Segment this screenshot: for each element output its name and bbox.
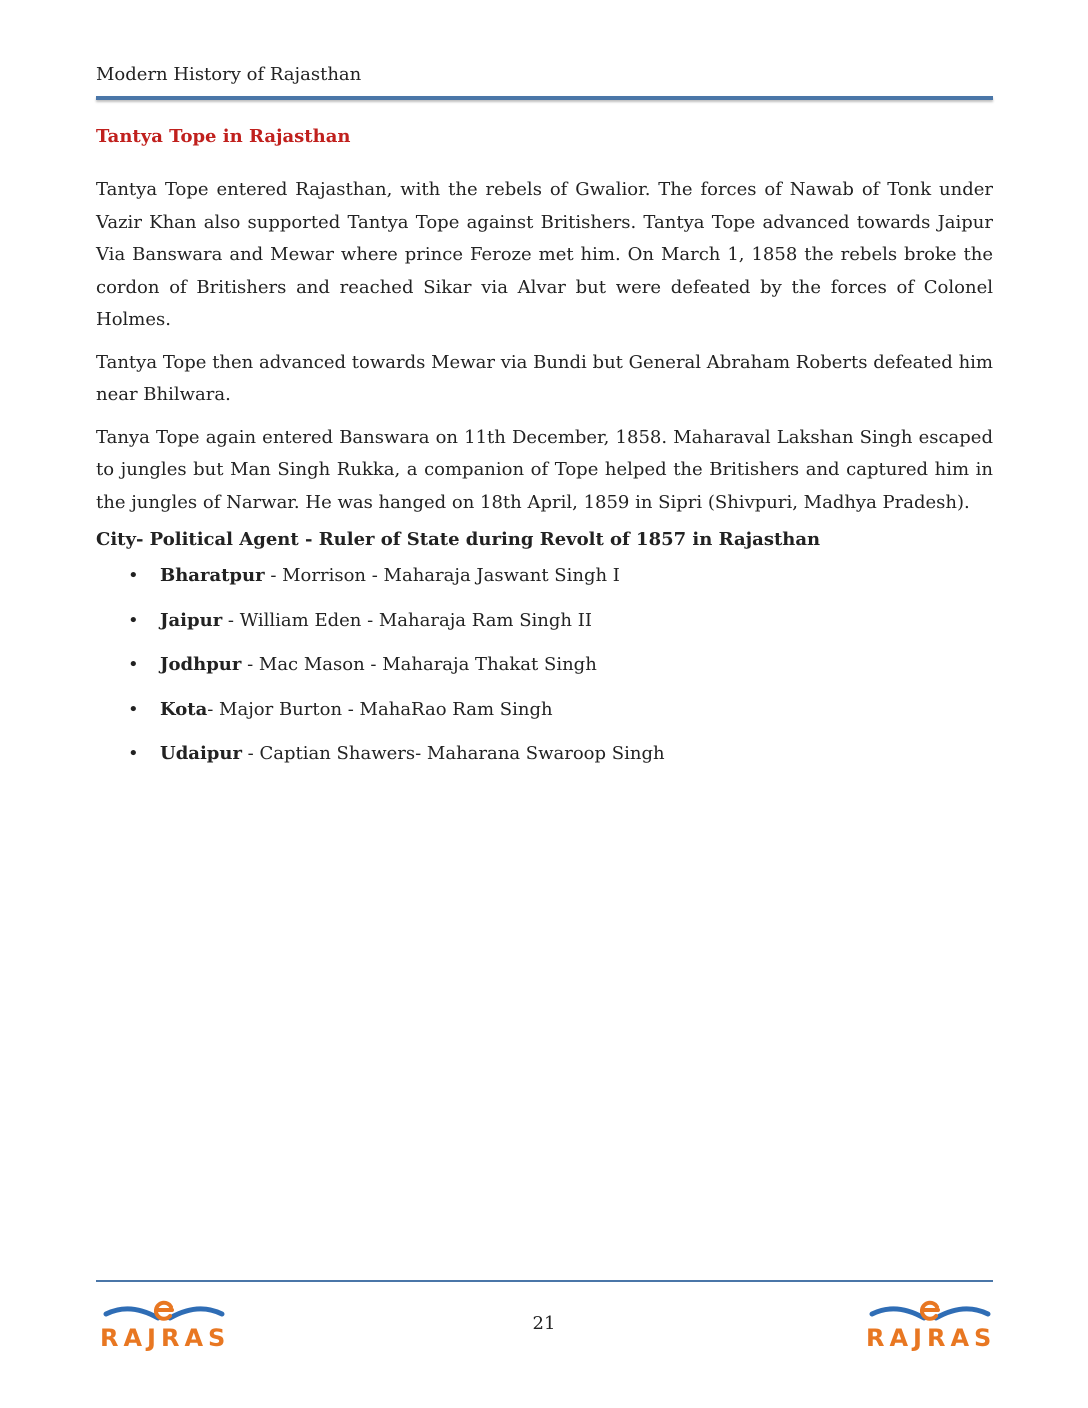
section-heading: Tantya Tope in Rajasthan xyxy=(96,126,351,147)
agent-ruler-details: - Major Burton - MahaRao Ram Singh xyxy=(207,698,553,720)
list-item xyxy=(96,564,993,588)
rulers-list xyxy=(96,564,993,766)
list-item xyxy=(96,609,993,633)
agent-ruler-details: - Captian Shawers- Maharana Swaroop Singh xyxy=(241,743,665,764)
paragraph-2: Tantya Tope then advanced towards Mewar via Bundi but General Abraham Roberts defeated him near Bhilwara. xyxy=(96,351,993,405)
rajras-logo-right xyxy=(866,1298,997,1356)
bullet-icon: • xyxy=(128,565,139,586)
city-name: Bharatpur xyxy=(160,565,265,586)
bullet-icon: • xyxy=(128,698,139,720)
city-name: Jodhpur xyxy=(160,654,242,675)
bullet-icon: • xyxy=(128,654,139,675)
city-name: Jaipur xyxy=(160,609,223,631)
footer-rule xyxy=(96,1280,993,1282)
agent-ruler-details: - Morrison - Maharaja Jaswant Singh I xyxy=(264,565,620,586)
city-name: Kota xyxy=(160,698,208,720)
page-number: 21 xyxy=(532,1313,556,1334)
agent-ruler-details: - Mac Mason - Maharaja Thakat Singh xyxy=(241,654,597,675)
agent-ruler-details: - William Eden - Maharaja Ram Singh II xyxy=(222,609,592,631)
bullet-icon: • xyxy=(128,743,139,764)
paragraph-1: Tantya Tope entered Rajasthan, with the rebels of Gwalior. The forces of Nawab of Tonk under Vazir Khan also supported Tantya Tope against Britishers. Tantya Tope advanced towards Jaipur Via Banswara and Mewar where prince Feroze met him. On March 1, 1858 the rebels broke the cordon of Britishers and reached Sikar via Alvar but were defeated by the forces of Colonel Holmes. xyxy=(96,179,993,330)
city-name: Udaipur xyxy=(160,743,242,764)
running-header-title: Modern History of Rajasthan xyxy=(96,64,362,85)
bullet-icon: • xyxy=(128,609,139,631)
paragraph-3: Tanya Tope again entered Banswara on 11th December, 1858. Maharaval Lakshan Singh escaped to jungles but Man Singh Rukka, a companion of Tope helped the Britishers and captured him in the jungles of Narwar. He was hanged on 18th April, 1859 in Sipri (Shivpuri, Madhya Pradesh). xyxy=(96,426,993,513)
list-item xyxy=(96,653,993,677)
list-item xyxy=(96,742,993,766)
logo-wordmark: RAJRAS xyxy=(866,1324,997,1352)
list-item xyxy=(96,698,993,722)
header-rule xyxy=(96,96,993,100)
page-content xyxy=(96,126,993,787)
logo-wordmark: RAJRAS xyxy=(100,1324,231,1352)
rulers-list-heading: City- Political Agent - Ruler of State during Revolt of 1857 in Rajasthan xyxy=(96,529,821,550)
